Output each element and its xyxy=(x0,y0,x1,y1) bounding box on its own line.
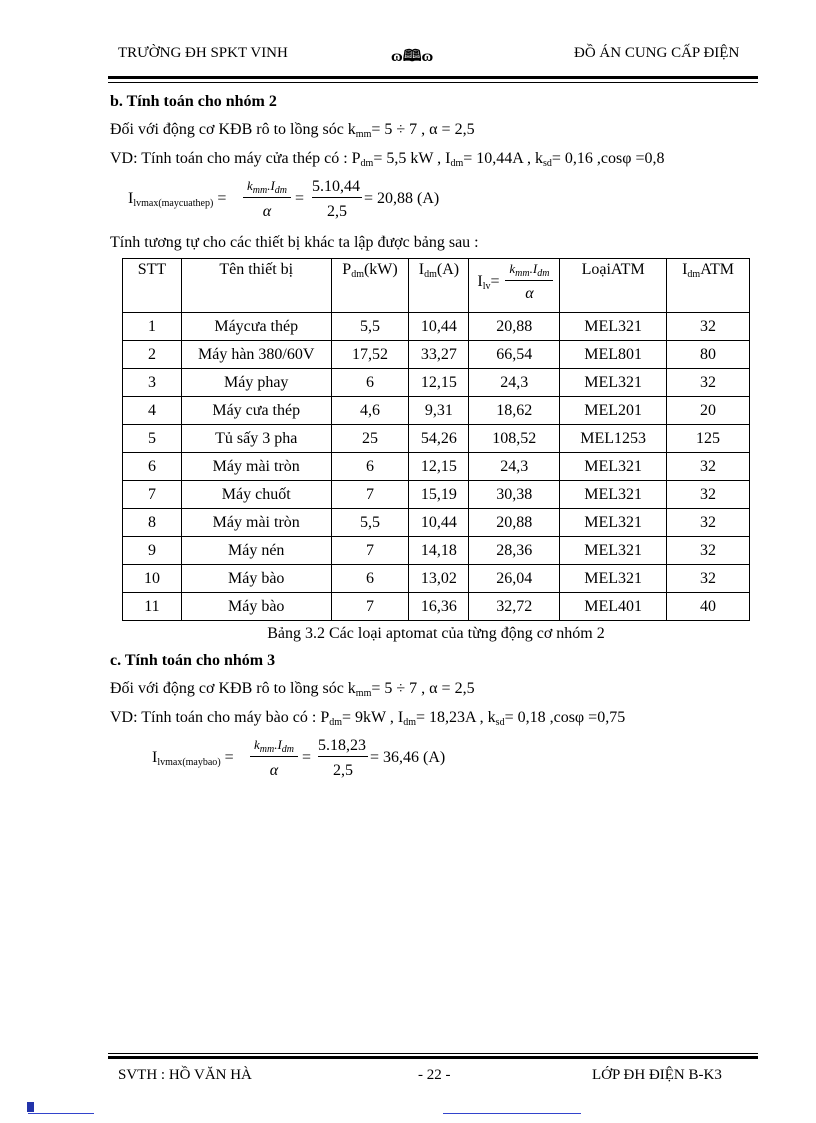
table-cell: 26,04 xyxy=(469,565,560,593)
table-row xyxy=(123,509,750,537)
table-row xyxy=(123,313,750,341)
table-cell: Máycưa thép xyxy=(181,313,331,341)
footer-marker-icon xyxy=(27,1102,34,1112)
table-cell: 6 xyxy=(123,453,182,481)
table-cell: 10,44 xyxy=(409,509,469,537)
table-cell: 10,44 xyxy=(409,313,469,341)
header-idm: $I_{dm}(A)$ xyxy=(409,259,469,313)
table-cell: MEL321 xyxy=(560,369,667,397)
table-row xyxy=(123,369,750,397)
table-row xyxy=(123,453,750,481)
section-c-motor-line: Đối với động cơ KĐB rô to lồng sóc $k_{mm}= 5 \div 7$ , α = 2,5 xyxy=(110,680,475,699)
table-cell: MEL1253 xyxy=(560,425,667,453)
section-c-title: c. Tính toán cho nhóm 3 xyxy=(110,652,276,669)
footer-class: LỚP ĐH ĐIỆN B-K3 xyxy=(592,1067,722,1083)
formula-b-result: = 20,88 (A) xyxy=(364,190,440,207)
table-cell: 30,38 xyxy=(469,481,560,509)
table-row xyxy=(123,537,750,565)
table-cell: 32 xyxy=(667,313,750,341)
footer-link-center[interactable] xyxy=(443,1113,581,1114)
table-cell: 12,15 xyxy=(409,369,469,397)
table-cell: 32 xyxy=(667,369,750,397)
header-stt: STT xyxy=(123,259,182,313)
table-cell: 3 xyxy=(123,369,182,397)
footer-page-number: - 22 - xyxy=(418,1067,451,1083)
table-cell: MEL321 xyxy=(560,509,667,537)
table-cell: 25 xyxy=(331,425,409,453)
table-cell: MEL321 xyxy=(560,313,667,341)
table-cell: Máy phay xyxy=(181,369,331,397)
table-row xyxy=(123,593,750,621)
header-school: TRƯỜNG ĐH SPKT VINH xyxy=(118,45,288,61)
table-cell: 54,26 xyxy=(409,425,469,453)
table-cell: 5,5 xyxy=(331,509,409,537)
formula-b-numerator: 5.10,44 xyxy=(312,178,360,195)
table-cell: 5,5 xyxy=(331,313,409,341)
table-cell: 9 xyxy=(123,537,182,565)
table-cell: 6 xyxy=(331,565,409,593)
table-cell: Máy bào xyxy=(181,593,331,621)
table-cell: 66,54 xyxy=(469,341,560,369)
header-atm-type: LoạiATM xyxy=(560,259,667,313)
table-row xyxy=(123,341,750,369)
table-cell: 24,3 xyxy=(469,369,560,397)
table-cell: 125 xyxy=(667,425,750,453)
table-cell: 6 xyxy=(331,369,409,397)
table-intro: Tính tương tự cho các thiết bị khác ta lập được bảng sau : xyxy=(110,234,479,251)
table-cell: 32 xyxy=(667,453,750,481)
table-cell: MEL801 xyxy=(560,341,667,369)
table-cell: 18,62 xyxy=(469,397,560,425)
section-b-motor-line: Đối với động cơ KĐB rô to lồng sóc $k_{mm}= 5 \div 7$ , α = 2,5 xyxy=(110,121,475,140)
table-cell: 12,15 xyxy=(409,453,469,481)
table-cell: 32 xyxy=(667,537,750,565)
table-cell: Máy hàn 380/60V xyxy=(181,341,331,369)
table-cell: MEL321 xyxy=(560,453,667,481)
table-header-row xyxy=(123,259,750,313)
table-cell: MEL401 xyxy=(560,593,667,621)
table-cell: MEL321 xyxy=(560,537,667,565)
table-cell: 13,02 xyxy=(409,565,469,593)
table-cell: 108,52 xyxy=(469,425,560,453)
table-cell: 32 xyxy=(667,509,750,537)
table-cell: MEL321 xyxy=(560,565,667,593)
header-atm-current: $I_{dm}ATM$ xyxy=(667,259,750,313)
table-cell: 80 xyxy=(667,341,750,369)
table-cell: 32 xyxy=(667,565,750,593)
header-ornament: ɷ🕮ɷ xyxy=(391,48,434,65)
table-cell: 5 xyxy=(123,425,182,453)
formula-b-denominator: 2,5 xyxy=(327,203,347,220)
header-ilv: $I_{lv}=$ $k_{mm}.I_{dm}$ α xyxy=(469,259,560,313)
table-cell: 7 xyxy=(331,593,409,621)
table-cell: 33,27 xyxy=(409,341,469,369)
table-cell: Máy mài tròn xyxy=(181,509,331,537)
table-cell: MEL321 xyxy=(560,481,667,509)
table-cell: 8 xyxy=(123,509,182,537)
table-cell: 9,31 xyxy=(409,397,469,425)
table-cell: 2 xyxy=(123,341,182,369)
table-cell: 6 xyxy=(331,453,409,481)
table-cell: 7 xyxy=(331,481,409,509)
table-cell: MEL201 xyxy=(560,397,667,425)
table-cell: 32 xyxy=(667,481,750,509)
footer-rule-thick xyxy=(108,1056,758,1059)
section-c-example: VD: Tính toán cho máy bào có : $P_{dm}= 9kW$ , $I_{dm}= 18,23A$ , $k_{sd}= 0,18$ ,cosφ =0,75 xyxy=(110,709,626,728)
table-cell: 15,19 xyxy=(409,481,469,509)
footer-rule-thin xyxy=(108,1053,758,1054)
footer-link-left[interactable] xyxy=(28,1113,94,1114)
formula-c-denominator: 2,5 xyxy=(333,762,353,779)
section-b-title: b. Tính toán cho nhóm 2 xyxy=(110,93,277,110)
header-rule-thin xyxy=(108,82,758,83)
table-cell: 7 xyxy=(331,537,409,565)
table-cell: 40 xyxy=(667,593,750,621)
table-cell: Tủ sấy 3 pha xyxy=(181,425,331,453)
table-cell: 24,3 xyxy=(469,453,560,481)
table-cell: 14,18 xyxy=(409,537,469,565)
formula-c-result: = 36,46 (A) xyxy=(370,749,446,766)
table-cell: 7 xyxy=(123,481,182,509)
table-cell: 10 xyxy=(123,565,182,593)
header-rule-thick xyxy=(108,76,758,79)
table-row xyxy=(123,425,750,453)
table-cell: Máy nén xyxy=(181,537,331,565)
table-cell: 20,88 xyxy=(469,509,560,537)
header-pdm: $P_{dm}(kW)$ xyxy=(331,259,409,313)
table-cell: Máy mài tròn xyxy=(181,453,331,481)
section-b-example: VD: Tính toán cho máy cửa thép có : $P_{dm}= 5,5$ kW , $I_{dm}= 10,44A$ , $k_{sd}= 0,16$ ,cosφ =0,8 xyxy=(110,150,665,169)
table-row xyxy=(123,481,750,509)
table-row xyxy=(123,565,750,593)
table-cell: 20,88 xyxy=(469,313,560,341)
formula-c-numerator: 5.18,23 xyxy=(318,737,366,754)
table-cell: Máy cưa thép xyxy=(181,397,331,425)
table-cell: Máy bào xyxy=(181,565,331,593)
table-cell: 32,72 xyxy=(469,593,560,621)
table-cell: 17,52 xyxy=(331,341,409,369)
table-cell: 4 xyxy=(123,397,182,425)
table-caption: Bảng 3.2 Các loại aptomat của từng động cơ nhóm 2 xyxy=(267,625,605,642)
table-cell: 11 xyxy=(123,593,182,621)
table-cell: 16,36 xyxy=(409,593,469,621)
aptomat-table xyxy=(122,258,750,621)
footer-student: SVTH : HỒ VĂN HÀ xyxy=(118,1067,252,1083)
table-cell: 20 xyxy=(667,397,750,425)
table-cell: Máy chuốt xyxy=(181,481,331,509)
table-cell: 28,36 xyxy=(469,537,560,565)
table-cell: 1 xyxy=(123,313,182,341)
table-row xyxy=(123,397,750,425)
header-course: ĐỒ ÁN CUNG CẤP ĐIỆN xyxy=(574,45,740,61)
table-cell: 4,6 xyxy=(331,397,409,425)
header-device-name: Tên thiết bị xyxy=(181,259,331,313)
